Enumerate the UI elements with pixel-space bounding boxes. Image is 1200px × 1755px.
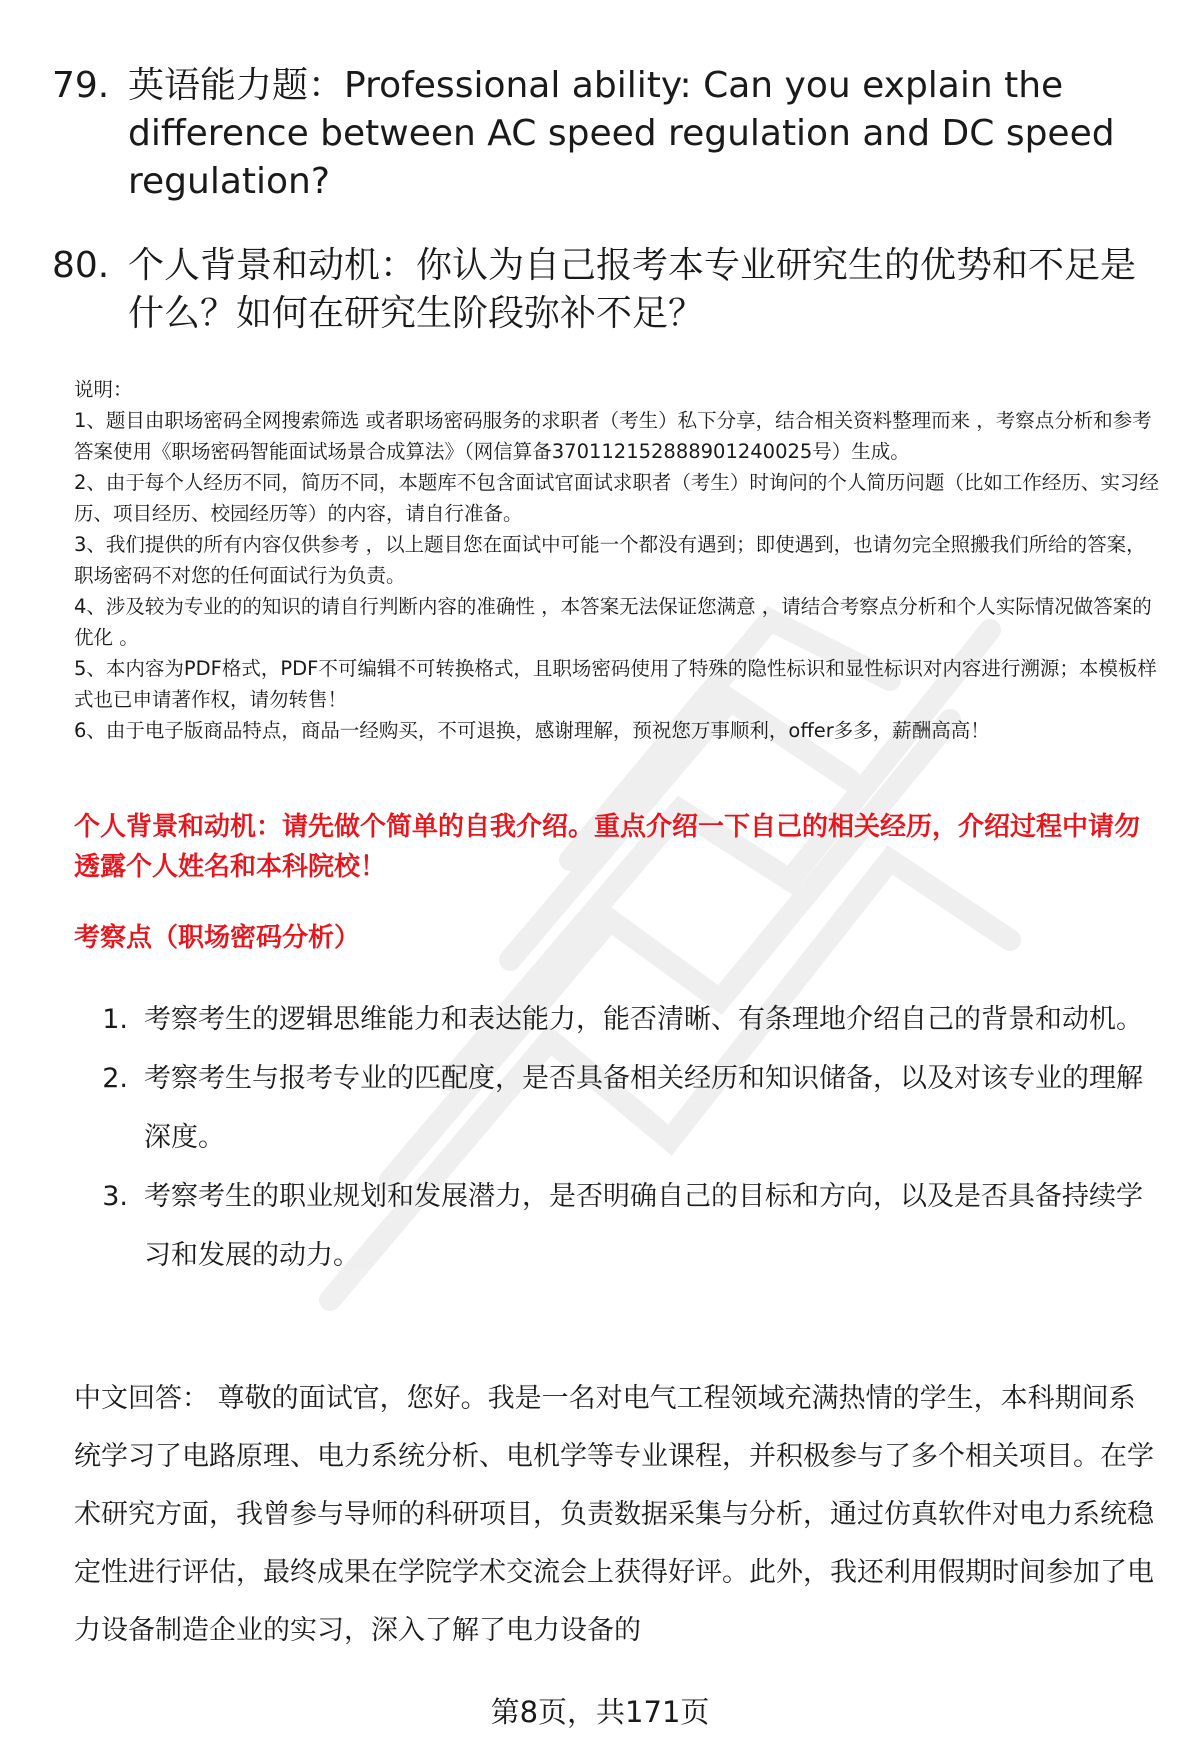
list-item-number: 2. xyxy=(102,1063,128,1094)
question-80 xyxy=(52,242,1152,338)
list-item-text: 考察考生与报考专业的匹配度，是否具备相关经历和知识储备，以及对该专业的理解深度。 xyxy=(144,1063,1143,1153)
note-item: 3、我们提供的所有内容仅供参考 ，以上题目您在面试中可能一个都没有遇到；即使遇到，也请勿完全照搬我们所给的答案，职场密码不对您的任何面试行为负责。 xyxy=(74,533,1146,587)
question-number: 79. xyxy=(52,65,110,106)
question-text: 英语能力题：Professional ability: Can you explain the difference between AC speed regulation and DC speed regulation? xyxy=(128,65,1115,202)
list-item-number: 1. xyxy=(102,1004,128,1035)
question-number: 80. xyxy=(52,245,110,286)
list-item-number: 3. xyxy=(102,1181,128,1212)
notes-block xyxy=(74,374,1164,746)
note-item: 1、题目由职场密码全网搜索筛选 或者职场密码服务的求职者（考生）私下分享，结合相关资料整理而来 ，考察点分析和参考答案使用《职场密码智能面试场景合成算法》（网信算备370112152888901240025号）生成。 xyxy=(74,409,1152,463)
note-item: 2、由于每个人经历不同，简历不同，本题库不包含面试官面试求职者（考生）时询问的个人简历问题（比如工作经历、实习经历、项目经历、校园经历等）的内容，请自行准备。 xyxy=(74,471,1159,525)
list-item-text: 考察考生的逻辑思维能力和表达能力，能否清晰、有条理地介绍自己的背景和动机。 xyxy=(144,1004,1143,1035)
list-item xyxy=(74,990,1154,1049)
page-footer: 第8页，共171页 xyxy=(490,1695,710,1729)
note-item: 6、由于电子版商品特点，商品一经购买，不可退换，感谢理解，预祝您万事顺利，offer多多，薪酬高高！ xyxy=(74,719,990,742)
section-title: 个人背景和动机：请先做个简单的自我介绍。重点介绍一下自己的相关经历，介绍过程中请勿透露个人姓名和本科院校！ xyxy=(74,812,1141,882)
points-list xyxy=(74,990,1154,1285)
question-79 xyxy=(52,62,1152,206)
answer-text: 中文回答： 尊敬的面试官，您好。我是一名对电气工程领域充满热情的学生，本科期间系统学习了电路原理、电力系统分析、电机学等专业课程，并积极参与了多个相关项目。在学术研究方面，我曾参与导师的科研项目，负责数据采集与分析，通过仿真软件对电力系统稳定性进行评估，最终成果在学院学术交流会上获得好评。此外，我还利用假期时间参加了电力设备制造企业的实习，深入了解了电力设备的 xyxy=(74,1383,1154,1646)
points-title: 考察点（职场密码分析） xyxy=(74,923,361,953)
list-item-text: 考察考生的职业规划和发展潜力，是否明确自己的目标和方向，以及是否具备持续学习和发展的动力。 xyxy=(144,1181,1143,1271)
list-item xyxy=(74,1167,1154,1285)
question-text: 个人背景和动机：你认为自己报考本专业研究生的优势和不足是什么？如何在研究生阶段弥补不足？ xyxy=(128,245,1137,334)
list-item xyxy=(74,1049,1154,1167)
note-item: 4、涉及较为专业的的知识的请自行判断内容的准确性 ，本答案无法保证您满意 ，请结合考察点分析和个人实际情况做答案的优化 。 xyxy=(74,595,1152,649)
note-item: 5、本内容为PDF格式，PDF不可编辑不可转换格式，且职场密码使用了特殊的隐性标识和显性标识对内容进行溯源；本模板样式也已申请著作权，请勿转售！ xyxy=(74,657,1157,711)
notes-title: 说明： xyxy=(74,378,133,401)
